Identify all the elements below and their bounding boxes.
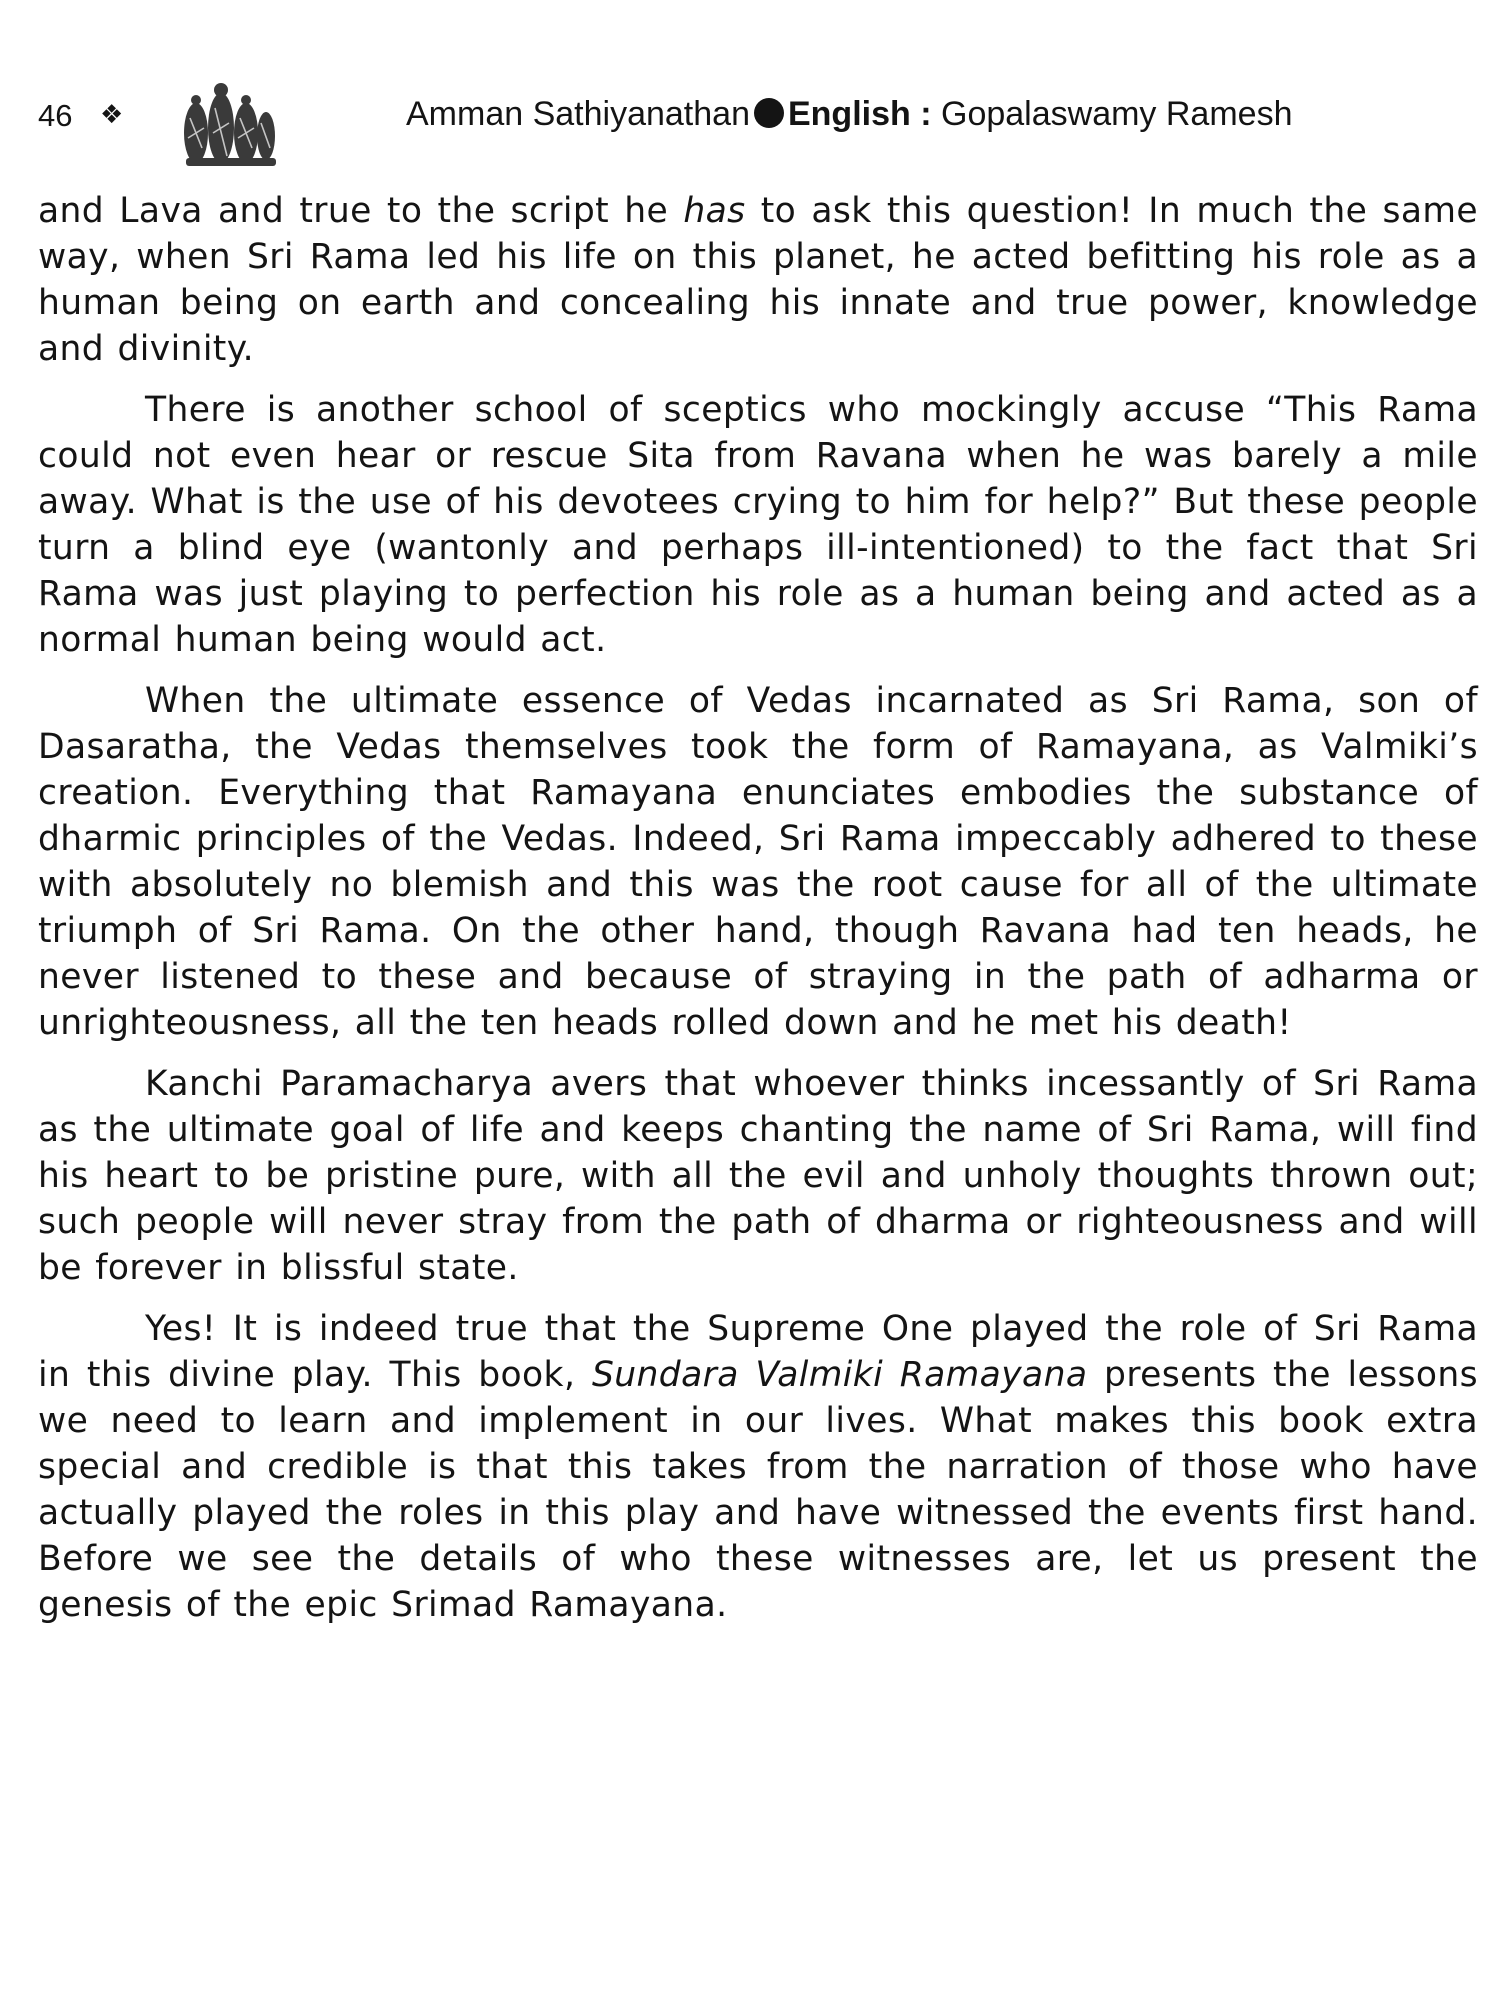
translator-name: Gopalaswamy Ramesh [941,95,1293,133]
paragraph-5 [38,1306,1478,1628]
running-head [406,95,1292,134]
diamond-ornament-icon: ❖ [100,100,124,130]
paragraph-2: There is another school of sceptics who mockingly accuse “This Rama could not even hear or rescue Sita from Ravana when he was barely a mile away. What is the use of his devotees crying to him for help?” But these people turn a blind eye (wantonly and perhaps ill-intentioned) to the fact that Sri Rama was just playing to perfection his role as a human being and acted as a normal human being would act. [38,390,1478,660]
language-label: English [787,95,911,133]
author-name: Amman Sathiyanathan [406,95,750,133]
page-header [38,70,1478,188]
paragraph-3: When the ultimate essence of Vedas incarnated as Sri Rama, son of Dasaratha, the Vedas themselves took the form of Ramayana, as Valmiki’s creation. Everything that Ramayana enunciates embodies the substance of dharmic principles of the Vedas. Indeed, Sri Rama impeccably adhered to these with absolutely no blemish and this was the root cause for all of the ultimate triumph of Sri Rama. On the other hand, though Ravana had ten heads, he never listened to these and because of straying in the path of adharma or unrighteousness, all the ten heads rolled down and he met his death! [38,681,1478,1043]
bullet-icon [754,98,784,128]
page-number: 46 [38,98,73,133]
paragraph-5-text-a: Yes! It is indeed true that the Supreme One played the role of Sri Rama in this divine play. This book, [38,1309,1478,1395]
body-text [38,188,1478,1628]
book-title-emphasis: Sundara Valmiki Ramayana [591,1355,1088,1395]
header-separator: : [910,95,941,133]
paragraph-1 [38,188,1478,372]
paragraph-5-text-b: presents the lessons we need to learn and implement in our lives. What makes this book extra special and credible is that this takes from the narration of those who have actually played the roles in this play and have witnessed the events first hand. Before we see the details of who these witnesses are, let us present the genesis of the epic Srimad Ramayana. [38,1355,1478,1625]
book-page [38,70,1478,1643]
paragraph-1-text-a: and Lava and true to the script he [38,191,684,231]
paragraph-4: Kanchi Paramacharya avers that whoever thinks incessantly of Sri Rama as the ultimate goal of life and keeps chanting the name of Sri Rama, will find his heart to be pristine pure, with all the evil and unholy thoughts thrown out; such people will never stray from the path of dharma or righteousness and will be forever in blissful state. [38,1064,1478,1288]
paragraph-1-emphasis: has [683,191,746,231]
ornament-emblem-icon [166,78,286,178]
paragraph-1-text-b: to ask this question! In much the same way, when Sri Rama led his life on this planet, he acted befitting his role as a human being on earth and concealing his innate and true power, knowledge and divinity. [38,191,1478,369]
